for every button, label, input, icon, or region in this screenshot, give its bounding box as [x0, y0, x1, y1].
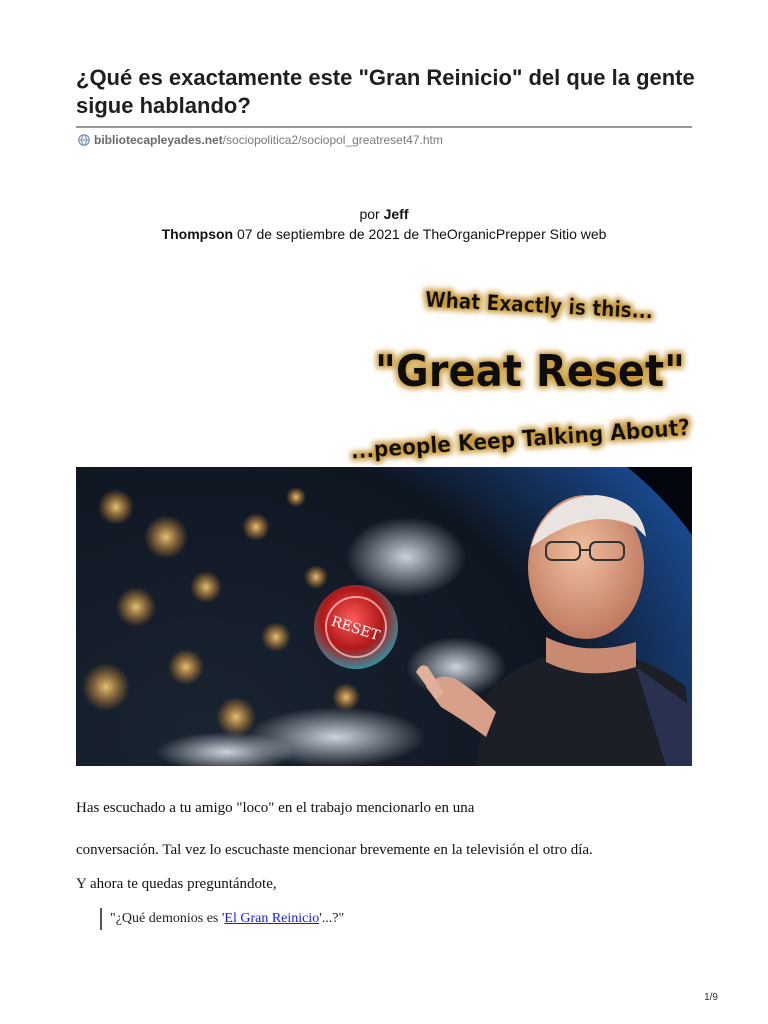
article-photo: [76, 467, 692, 766]
earth-night-photo: [76, 467, 692, 766]
banner-line-1: What Exactly is this...: [424, 287, 684, 325]
banner-line-2: "Great Reset": [375, 346, 685, 397]
title-divider: [76, 126, 692, 128]
byline: [76, 204, 692, 244]
quote-suffix: '...?": [319, 911, 345, 926]
globe-icon: [78, 134, 90, 146]
article-title: ¿Qué es exactamente este "Gran Reinicio" del que la gente sigue hablando?: [76, 65, 695, 118]
gran-reinicio-link[interactable]: El Gran Reinicio: [224, 911, 320, 926]
source-link[interactable]: [78, 132, 443, 148]
headline-banner-image: [330, 276, 730, 466]
blockquote: [100, 908, 344, 930]
source-path: /sociopolitica2/sociopol_greatreset47.htm: [222, 133, 443, 147]
author-last-name: Thompson: [161, 226, 234, 242]
quote-prefix: "¿Qué demonios es ': [110, 911, 225, 926]
byline-date: 07 de septiembre de 2021 de TheOrganicPrepper Sitio web: [237, 226, 607, 242]
source-domain: bibliotecapleyades.net: [94, 133, 223, 147]
reset-button-label: RESET: [329, 613, 382, 645]
body-paragraph-1: Has escuchado a tu amigo "loco" en el trabajo mencionarlo en una: [76, 800, 475, 816]
byline-por: por: [359, 206, 380, 222]
page-number: 1/9: [704, 992, 718, 1003]
body-paragraph-3: Y ahora te quedas preguntándote,: [76, 876, 277, 892]
banner-line-3: ...people Keep Talking About?: [349, 413, 721, 465]
author-first-name: Jeff: [383, 206, 409, 222]
body-paragraph-2: conversación. Tal vez lo escuchaste mencionar brevemente en la televisión el otro día.: [76, 842, 593, 858]
